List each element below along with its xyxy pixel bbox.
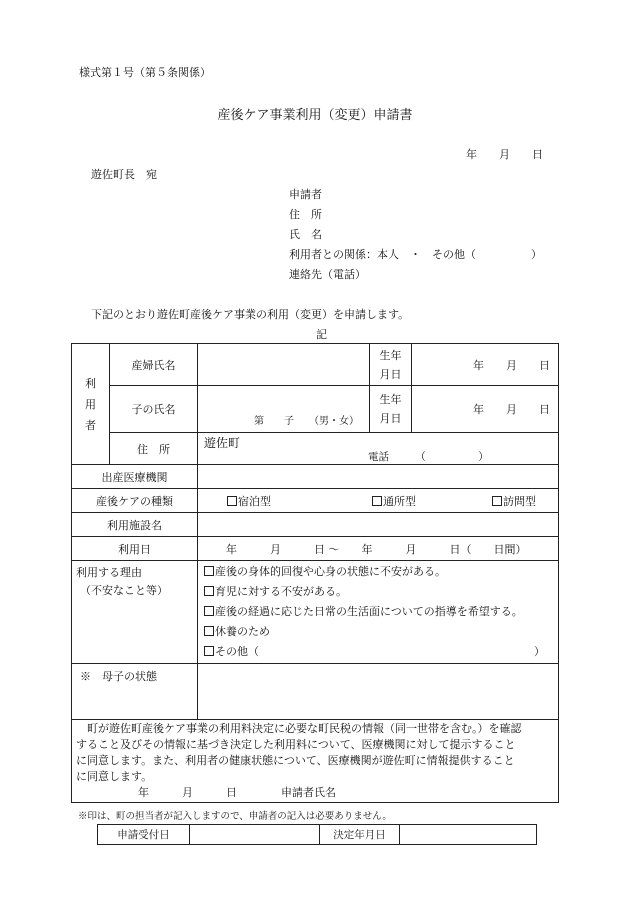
addressee: 遊佐町長 宛 <box>91 168 157 181</box>
child-order[interactable]: 第 子 （男・女） <box>198 386 370 433</box>
user-section-label: 利用者 <box>72 344 110 465</box>
reason-label: 利用する理由 （不安なこと等） <box>72 561 198 664</box>
mother-child-label: ※ 母子の状態 <box>72 664 198 720</box>
facility-field[interactable] <box>198 513 559 537</box>
mother-child-field[interactable] <box>198 664 559 720</box>
address-label: 住 所 <box>110 433 198 465</box>
care-type-option[interactable]: 訪問型 <box>492 493 536 509</box>
intro-text: 下記のとおり遊佐町産後ケア事業の利用（変更）を申請します。 <box>91 308 410 321</box>
consent-line: に同意します。また、利用者の健康状態について、医療機関が遊佐町に情報提供すること <box>76 754 515 767</box>
footnote: ※印は、町の担当者が記入しますので、申請者の記入は必要ありません。 <box>78 811 392 822</box>
applicant-heading: 申請者 <box>289 188 322 201</box>
reason-option[interactable]: 育児に対する不安がある。 <box>204 582 552 602</box>
decided-date-field[interactable] <box>400 825 537 845</box>
office-use-table <box>97 824 537 845</box>
mother-birth-label: 生年 月日 <box>370 344 412 386</box>
care-type-options <box>198 489 559 513</box>
address-field[interactable] <box>198 433 559 465</box>
care-type-option[interactable]: 宿泊型 <box>198 493 344 509</box>
checkbox-icon[interactable] <box>204 566 214 576</box>
checkbox-icon[interactable] <box>227 496 237 506</box>
mother-birth-date[interactable]: 年 月 日 <box>412 344 559 386</box>
hospital-field[interactable] <box>198 465 559 489</box>
child-name-label: 子の氏名 <box>110 386 198 433</box>
hospital-label: 出産医療機関 <box>72 465 198 489</box>
mother-name-field[interactable] <box>198 344 370 386</box>
checkbox-icon[interactable] <box>204 586 214 596</box>
facility-label: 利用施設名 <box>72 513 198 537</box>
application-date: 年 月 日 <box>466 148 543 161</box>
reason-option[interactable]: 休養のため <box>204 622 552 642</box>
consent-line: すること及びその情報に基づき決定した利用料について、医療機関に対して提示すること <box>76 738 516 751</box>
checkbox-icon[interactable] <box>204 606 214 616</box>
address-value: 遊佐町 <box>204 436 241 450</box>
consent-block <box>72 720 559 803</box>
reason-options <box>198 561 559 664</box>
consent-line: に同意します。 <box>76 770 153 783</box>
checkbox-icon[interactable] <box>372 496 382 506</box>
checkbox-icon[interactable] <box>204 626 214 636</box>
checkbox-icon[interactable] <box>204 646 214 656</box>
application-form-table <box>71 343 559 803</box>
received-date-field[interactable] <box>190 825 320 845</box>
reason-option[interactable]: 産後の身体的回復や心身の状態に不安がある。 <box>204 562 552 582</box>
applicant-contact-label: 連絡先（電話） <box>289 268 366 281</box>
applicant-relation-label: 利用者との関係：本人 ・ その他（ ） <box>289 248 542 261</box>
ki-heading: 記 <box>316 328 327 341</box>
mother-name-label: 産婦氏名 <box>110 344 198 386</box>
decided-date-label: 決定年月日 <box>320 825 400 845</box>
care-type-label: 産後ケアの種類 <box>72 489 198 513</box>
checkbox-icon[interactable] <box>492 496 502 506</box>
reason-option[interactable]: 産後の経過に応じた日常の生活面についての指導を希望する。 <box>204 602 552 622</box>
child-birth-label: 生年 月日 <box>370 386 412 433</box>
consent-line: 町が遊佐町産後ケア事業の利用料決定に必要な町民税の情報（同一世帯を含む。）を確認 <box>76 722 522 735</box>
phone-label: 電話 （ ） <box>368 451 489 463</box>
care-type-option[interactable]: 通所型 <box>344 493 492 509</box>
use-date-label: 利用日 <box>72 537 198 561</box>
use-date-field[interactable]: 年 月 日 〜 年 月 日（ 日間） <box>198 537 559 561</box>
child-birth-date[interactable]: 年 月 日 <box>412 386 559 433</box>
applicant-address-label: 住 所 <box>289 208 322 221</box>
form-number: 様式第１号（第５条関係） <box>79 66 211 79</box>
received-date-label: 申請受付日 <box>98 825 190 845</box>
applicant-name-label: 氏 名 <box>289 228 322 241</box>
reason-option[interactable]: その他（ ） <box>204 642 552 662</box>
consent-signature[interactable]: 年 月 日 申請者氏名 <box>138 786 336 799</box>
document-title: 産後ケア事業利用（変更）申請書 <box>217 108 413 123</box>
